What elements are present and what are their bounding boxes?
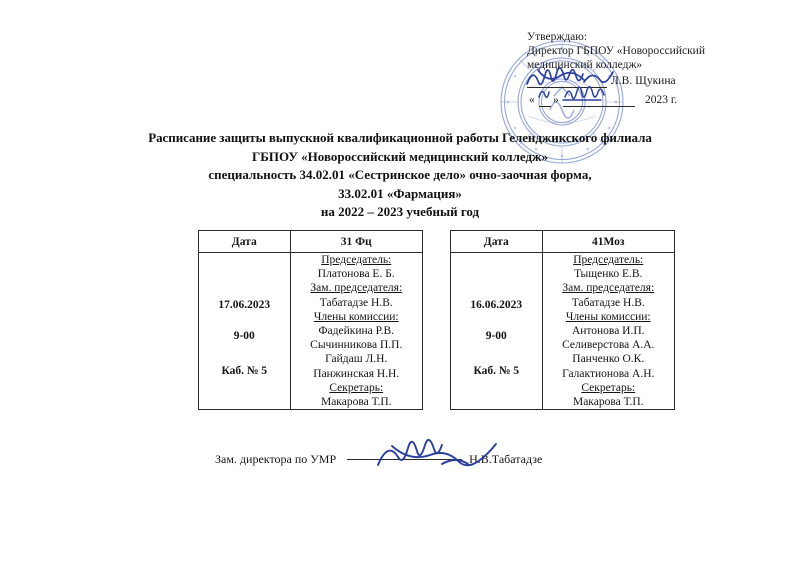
deputy-name: Табатадзе Н.В. (319, 296, 393, 309)
approval-director-line-1: Директор ГБПОУ «Новороссийский (527, 45, 705, 58)
director-signature-row (527, 74, 787, 90)
cell-date-time-room (199, 253, 291, 410)
role-secretary-label: Секретарь: (581, 381, 636, 394)
exam-date: 16.06.2023 (470, 298, 523, 311)
header-date: Дата (451, 231, 543, 253)
page-title (50, 129, 750, 222)
approval-word: Утверждаю: (527, 31, 588, 43)
footer-signature-rule (347, 459, 462, 460)
title-line-2: ГБПОУ «Новороссийский медицинский колледж» (252, 148, 548, 164)
title-line-4: 33.02.01 «Фармация» (338, 185, 462, 201)
footer-position-label: Зам. директора по УМР (215, 452, 337, 466)
role-members-label: Члены комиссии: (565, 310, 651, 323)
member-name-2: Селиверстова А.А. (562, 339, 655, 352)
date-quote-close: » (553, 93, 559, 106)
date-quote-open: « (529, 93, 535, 106)
table-row (199, 253, 423, 410)
role-deputy-label: Зам. председателя: (562, 282, 655, 295)
member-name-1: Фадейкина Р.В. (318, 325, 395, 338)
member-name-4: Галактионова А.Н. (562, 367, 655, 380)
header-date: Дата (199, 231, 291, 253)
secretary-name: Макарова Т.П. (572, 396, 644, 409)
title-line-3: специальность 34.02.01 «Сестринское дело» очно-заочная форма, (208, 167, 592, 183)
chairman-name: Платонова Е. Б. (317, 268, 395, 281)
exam-time: 9-00 (485, 329, 507, 342)
table-header-row (451, 231, 675, 253)
role-chairman-label: Председатель: (573, 254, 644, 266)
approval-date-row (527, 93, 787, 110)
date-year: 2023 г. (645, 93, 678, 106)
exam-date: 17.06.2023 (218, 298, 271, 311)
exam-room: Каб. № 5 (221, 364, 268, 377)
cell-date-time-room (451, 253, 543, 410)
member-name-1: Антонова И.П. (571, 325, 645, 338)
chairman-name: Тыщенко Е.В. (574, 268, 643, 281)
approval-director-line-2: медицинский колледж» (527, 59, 643, 72)
footer-signature-block (215, 452, 542, 467)
role-deputy-label: Зам. председателя: (310, 282, 403, 295)
schedule-table-41moz (450, 230, 675, 410)
date-day-blank (539, 106, 551, 107)
member-name-3: Гайдаш Л.Н. (325, 353, 388, 366)
exam-time: 9-00 (233, 329, 255, 342)
director-signature-rule (527, 87, 607, 88)
table-header-row (199, 231, 423, 253)
deputy-name: Табатадзе Н.В. (571, 296, 645, 309)
header-group: 31 Фц (290, 231, 423, 253)
member-name-4: Панжинская Н.Н. (313, 367, 400, 380)
member-name-3: Панченко О.К. (572, 353, 645, 366)
table-row (451, 253, 675, 410)
exam-room: Каб. № 5 (473, 364, 520, 377)
member-name-2: Сычинникова П.П. (310, 339, 403, 352)
role-secretary-label: Секретарь: (329, 381, 384, 394)
approval-block (527, 30, 787, 110)
director-name: Л.В. Щукина (611, 74, 676, 87)
schedule-table-31fc (198, 230, 423, 410)
date-month-blank (563, 106, 635, 107)
cell-commission (290, 253, 423, 410)
header-group: 41Моз (542, 231, 675, 253)
cell-commission (542, 253, 675, 410)
title-line-5: на 2022 – 2023 учебный год (320, 204, 480, 220)
footer-signatory-name: Н.В.Табатадзе (469, 452, 543, 466)
secretary-name: Макарова Т.П. (320, 396, 392, 409)
role-chairman-label: Председатель: (321, 254, 392, 266)
role-members-label: Члены комиссии: (313, 310, 399, 323)
title-line-1: Расписание защиты выпускной квалификационной работы Геленджикского филиала (148, 130, 652, 145)
